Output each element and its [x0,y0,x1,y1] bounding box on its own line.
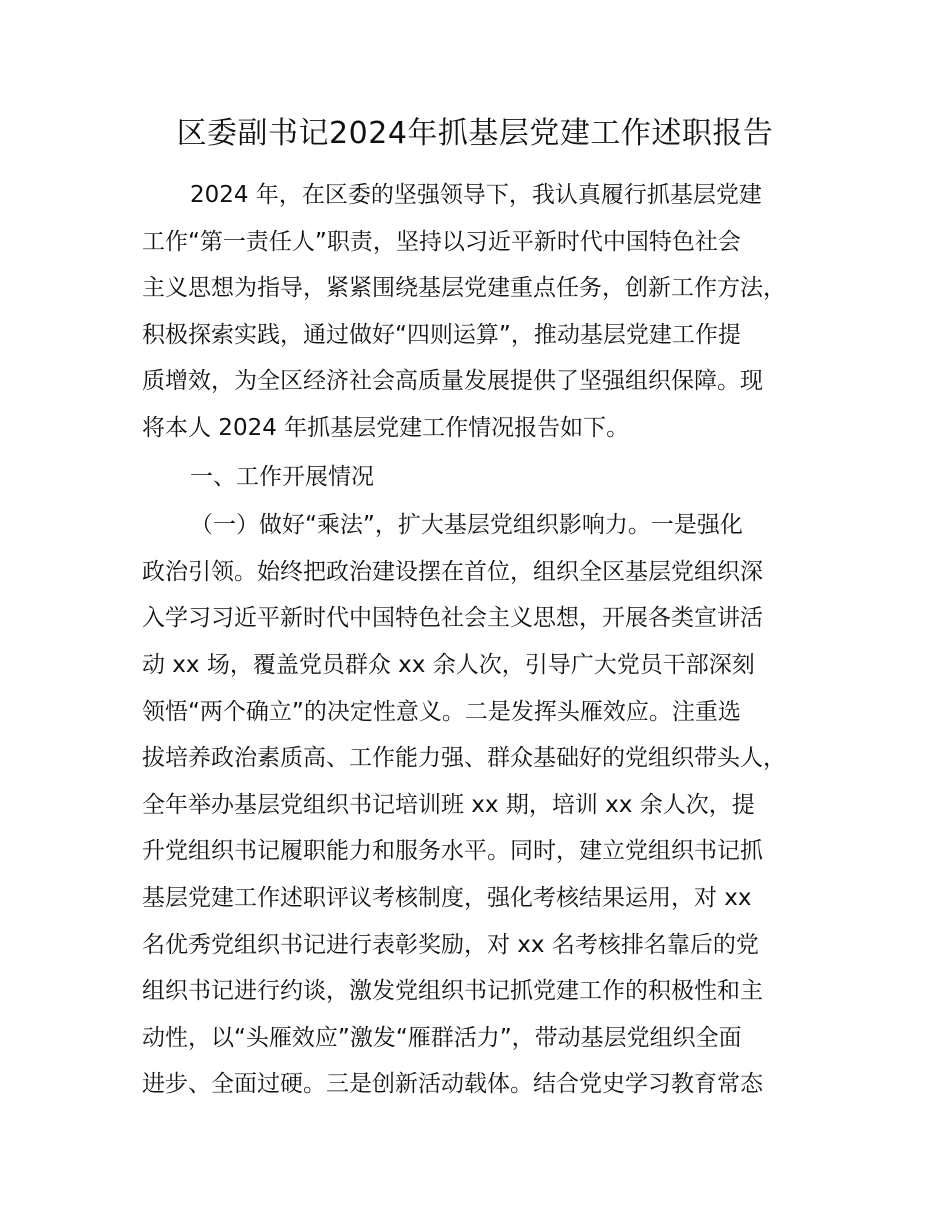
paragraph-line: 入学习习近平新时代中国特色社会主义思想，开展各类宣讲活 [142,605,763,632]
paragraph-line: 升党组织书记履职能力和服务水平。同时，建立党组织书记抓 [142,838,763,865]
document-body [142,172,832,1108]
paragraph-line: 积极探索实践，通过做好“四则运算”，推动基层党建工作提 [142,321,741,348]
paragraph-line: 组织书记进行约谈，激发党组织书记抓党建工作的积极性和主 [142,978,763,1005]
paragraph-line: 名优秀党组织书记进行表彰奖励，对 xx 名考核排名靠后的党 [142,931,759,958]
paragraph-line: 政治引领。始终把政治建设摆在首位，组织全区基层党组织深 [142,558,763,585]
paragraph-line: 动 xx 场，覆盖党员群众 xx 余人次，引导广大党员干部深刻 [142,651,755,678]
paragraph-line: 基层党建工作述职评议考核制度，强化考核结果运用，对 xx [142,884,752,911]
paragraph-line: 2024 年，在区委的坚强领导下，我认真履行抓基层党建 [190,182,762,208]
paragraph-line: 拔培养政治素质高、工作能力强、群众基础好的党组织带头人， [142,745,786,772]
paragraph-line: 进步、全面过硬。三是创新活动载体。结合党史学习教育常态 [142,1071,763,1098]
paragraph-line: 将本人 2024 年抓基层党建工作情况报告如下。 [142,414,630,441]
section-heading: 一、工作开展情况 [190,463,374,490]
paragraph-line: （一）做好“乘法”，扩大基层党组织影响力。一是强化 [190,512,743,539]
paragraph-line: 全年举办基层党组织书记培训班 xx 期，培训 xx 余人次，提 [142,791,755,818]
paragraph-line: 动性，以“头雁效应”激发“雁群活力”，带动基层党组织全面 [142,1024,742,1051]
document-title: 区委副书记2024年抓基层党建工作述职报告 [176,116,774,151]
paragraph-line: 工作“第一责任人”职责，坚持以习近平新时代中国特色社会 [142,228,741,255]
paragraph-line: 主义思想为指导，紧紧围绕基层党建重点任务，创新工作方法， [142,275,786,302]
paragraph-line: 质增效，为全区经济社会高质量发展提供了坚强组织保障。现 [142,368,763,395]
paragraph-line: 领悟“两个确立”的决定性意义。二是发挥头雁效应。注重选 [142,698,741,725]
